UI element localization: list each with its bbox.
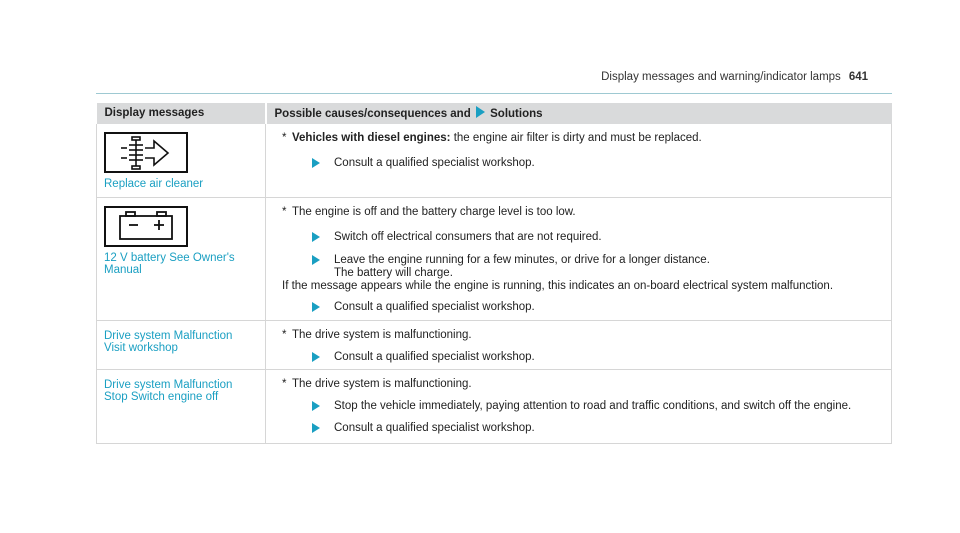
air-filter-icon [104, 132, 188, 173]
solution-note: The battery will charge. [334, 266, 453, 279]
battery-icon [104, 206, 188, 247]
cause-text: * The drive system is malfunctioning. [282, 328, 472, 341]
solution-arrow-icon [312, 158, 320, 168]
solution-arrow-icon [312, 232, 320, 242]
solution-item: Consult a qualified specialist workshop. [312, 422, 883, 435]
table-row [97, 320, 892, 369]
message-text-line1: Drive system Malfunction [104, 378, 233, 391]
solution-arrow-icon [312, 255, 320, 265]
message-text-line2: Stop Switch engine off [104, 391, 219, 403]
message-cell [97, 369, 266, 443]
message-text-line2: Visit workshop [104, 342, 178, 354]
cause-text: * Vehicles with diesel engines: the engine air filter is dirty and must be replaced. [282, 132, 702, 144]
cause-bold: Vehicles with diesel engines: [292, 132, 451, 144]
display-messages-table [96, 103, 892, 444]
message-text: Replace air cleaner [104, 178, 204, 190]
col-header-solutions: Solutions [490, 108, 543, 120]
solution-arrow-icon [476, 106, 485, 118]
table-row [97, 124, 892, 197]
page-number: 641 [848, 71, 868, 83]
message-text-line1: 12 V battery See Owner's [104, 251, 235, 264]
solution-item: Leave the engine running for a few minutes, or drive for a longer distance. [312, 254, 883, 267]
extra-text: If the message appears while the engine is running, this indicates an on-board electrical system malfunction. [282, 279, 834, 292]
solution-arrow-icon [312, 302, 320, 312]
cause-text: * The engine is off and the battery charge level is too low. [282, 205, 576, 218]
page-header-title: Display messages and warning/indicator lamps [601, 71, 841, 83]
solution-arrow-icon [312, 401, 320, 411]
solution-item: Stop the vehicle immediately, paying attention to road and traffic conditions, and switch off the engine. [312, 400, 883, 413]
message-cell [97, 197, 266, 320]
col-header-display-messages: Display messages [97, 103, 266, 124]
solution-item: Consult a qualified specialist workshop. [312, 157, 883, 170]
page-header [601, 71, 868, 83]
message-text-line2: Manual [104, 264, 142, 276]
solution-arrow-icon [312, 352, 320, 362]
cause-cell [266, 320, 892, 369]
cause-cell [266, 197, 892, 320]
cause-cell [266, 369, 892, 443]
table-row [97, 369, 892, 443]
solution-arrow-icon [312, 423, 320, 433]
solution-item: Consult a qualified specialist workshop. [312, 301, 883, 314]
col-header-causes-prefix: Possible causes/consequences and [274, 108, 471, 120]
message-text-line1: Drive system Malfunction [104, 329, 233, 342]
cause-cell [266, 124, 892, 197]
cause-text: * The drive system is malfunctioning. [282, 377, 472, 390]
solution-item: Consult a qualified specialist workshop. [312, 351, 883, 364]
col-header-causes-solutions [266, 103, 892, 124]
message-cell [97, 124, 266, 197]
solution-item: Switch off electrical consumers that are not required. [312, 231, 883, 244]
table-header-row [97, 103, 892, 124]
header-rule [96, 93, 892, 94]
table-row [97, 197, 892, 320]
message-cell [97, 320, 266, 369]
